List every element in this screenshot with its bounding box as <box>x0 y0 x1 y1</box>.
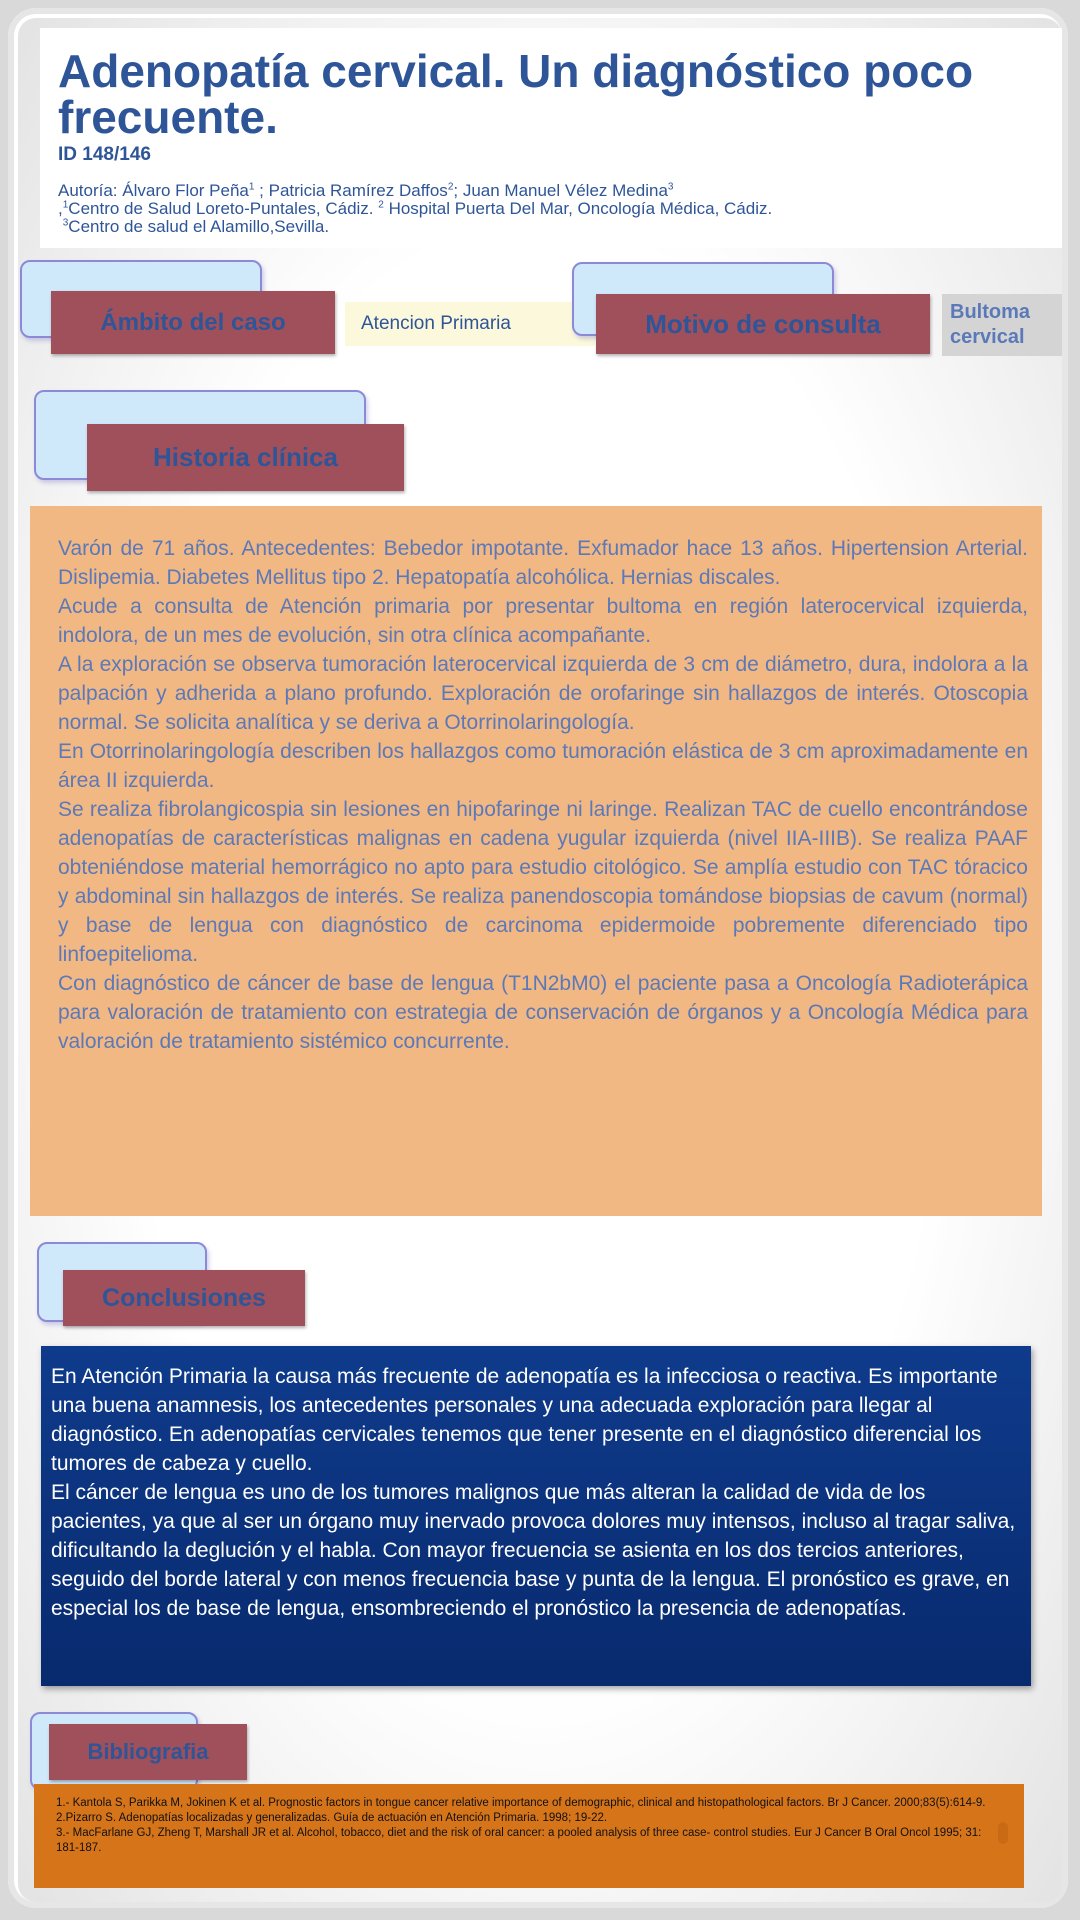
historia-paragraph: Se realiza fibrolangicospia sin lesiones en hipofaringe ni laringe. Realizan TAC de cuello encontrándose adenopatías de características malignas en cadena yugular izquierda (nivel IIA-IIIB). Se realiza PAAF obteniéndose material hemorrágico no apto para estudio citológico. Se amplía estudio con TAC tóracico y abdominal sin hallazgos de interés. Se realiza panendoscopia tomándose biopsias de cavum (normal) y base de lengua con diagnóstico de carcinoma epidermoide pobremente diferenciado tipo linfoepitelioma. <box>58 798 1028 966</box>
author-2-sup: 2 <box>447 181 454 193</box>
conclusiones-paragraph: En Atención Primaria la causa más frecuente de adenopatía es la infecciosa o reactiva. Es importante una buena anamnesis, los antecedentes personales y una adecuada exploración para llegar al diagnóstico. En adenopatías cervicales tenemos que tener presente en el diagnóstico diferencial los tumores de cabeza y cuello. <box>51 1365 998 1475</box>
affiliation-line-2 <box>58 218 772 236</box>
bibliografia-label: Bibliografia <box>49 1724 247 1780</box>
authors-block <box>58 182 772 236</box>
decorative-dot <box>998 1822 1008 1844</box>
authors-prefix: Autoría: <box>58 181 123 200</box>
conclusiones-text <box>51 1362 1026 1623</box>
affiliation-3: Centro de salud el Alamillo,Sevilla. <box>68 217 330 236</box>
reference-item: 3.- MacFarlane GJ, Zheng T, Marshall JR et al. Alcohol, tobacco, diet and the risk of oral cancer: a pooled analysis of three case- control studies. Eur J Cancer B Oral Oncol 1995; 31: 181-187. <box>56 1827 982 1854</box>
historia-paragraph: Acude a consulta de Atención primaria por presentar bultoma en región laterocervical izquierda, indolora, de un mes de evolución, sin otra clínica acompañante. <box>58 595 1028 647</box>
author-1-sup: 1 <box>248 181 255 193</box>
author-1: Álvaro Flor Peña <box>122 181 249 200</box>
affiliation-line-1 <box>58 200 772 218</box>
affiliation-lead: , <box>58 199 63 218</box>
conclusiones-paragraph: El cáncer de lengua es uno de los tumores malignos que más alteran la calidad de vida de los pacientes, ya que al ser un órgano muy inervado provoca dolores muy intensos, incluso al tragar saliva, dificultando la deglución y el habla. Con mayor frecuencia se asienta en los dos tercios anteriores, seguido del borde lateral y con menos frecuencia base y punta de la lengua. El pronóstico es grave, en especial los de base de lengua, ensombreciendo el pronóstico la presencia de adenopatías. <box>51 1481 1016 1620</box>
reference-item: 2.Pizarro S. Adenopatías localizadas y generalizadas. Guía de actuación en Atención Primaria. 1998; 19-22. <box>56 1812 608 1824</box>
affiliation-2: Hospital Puerta Del Mar, Oncología Médica, Cádiz. <box>388 199 773 218</box>
historia-label: Historia clínica <box>87 424 404 491</box>
reference-item: 1.- Kantola S, Parikka M, Jokinen K et al. Prognostic factors in tongue cancer relative importance of demographic, clinical and histopathological factors. Br J Cancer. 2000;83(5):614-9. <box>56 1797 986 1809</box>
ambito-label: Ámbito del caso <box>51 291 335 354</box>
historia-text <box>58 534 1028 1056</box>
bibliografia-text <box>56 1796 1006 1856</box>
historia-paragraph: Varón de 71 años. Antecedentes: Bebedor impotante. Exfumador hace 13 años. Hipertension Arterial. Dislipemia. Diabetes Mellitus tipo 2. Hepatopatía alcohólica. Hernias discales. <box>58 537 1028 589</box>
poster-id: ID 148/146 <box>58 144 151 165</box>
ambito-value: Atencion Primaria <box>345 302 595 346</box>
affiliation-2-sup: 2 <box>378 199 384 211</box>
author-3-sup: 3 <box>667 181 674 193</box>
poster-title: Adenopatía cervical. Un diagnóstico poco frecuente. <box>58 45 974 143</box>
affiliation-1-sup: 1 <box>62 199 69 211</box>
historia-paragraph: En Otorrinolaringología describen los hallazgos como tumoración elástica de 3 cm aproximadamente en área II izquierda. <box>58 740 1028 792</box>
historia-paragraph: A la exploración se observa tumoración laterocervical izquierda de 3 cm de diámetro, dura, indolora a la palpación y adherida a plano profundo. Exploración de orofaringe sin hallazgos de interés. Otoscopia normal. Se solicita analítica y se deriva a Otorrinolaringología. <box>58 653 1028 734</box>
affiliation-1: Centro de Salud Loreto-Puntales, Cádiz. <box>68 199 374 218</box>
author-3: ; Juan Manuel Vélez Medina <box>453 181 668 200</box>
historia-paragraph: Con diagnóstico de cáncer de base de lengua (T1N2bM0) el paciente pasa a Oncología Radioterápica para valoración de tratamiento con estrategia de conservación de órganos y a Oncología Médica para valoración de tratamiento sistémico concurrente. <box>58 972 1028 1053</box>
motivo-value: Bultoma cervical <box>942 294 1062 356</box>
affiliation-3-sup: 3 <box>62 217 69 229</box>
motivo-label: Motivo de consulta <box>596 294 930 354</box>
authors-line <box>58 182 772 200</box>
author-2: ; Patricia Ramírez Daffos <box>254 181 448 200</box>
conclusiones-label: Conclusiones <box>63 1270 305 1326</box>
